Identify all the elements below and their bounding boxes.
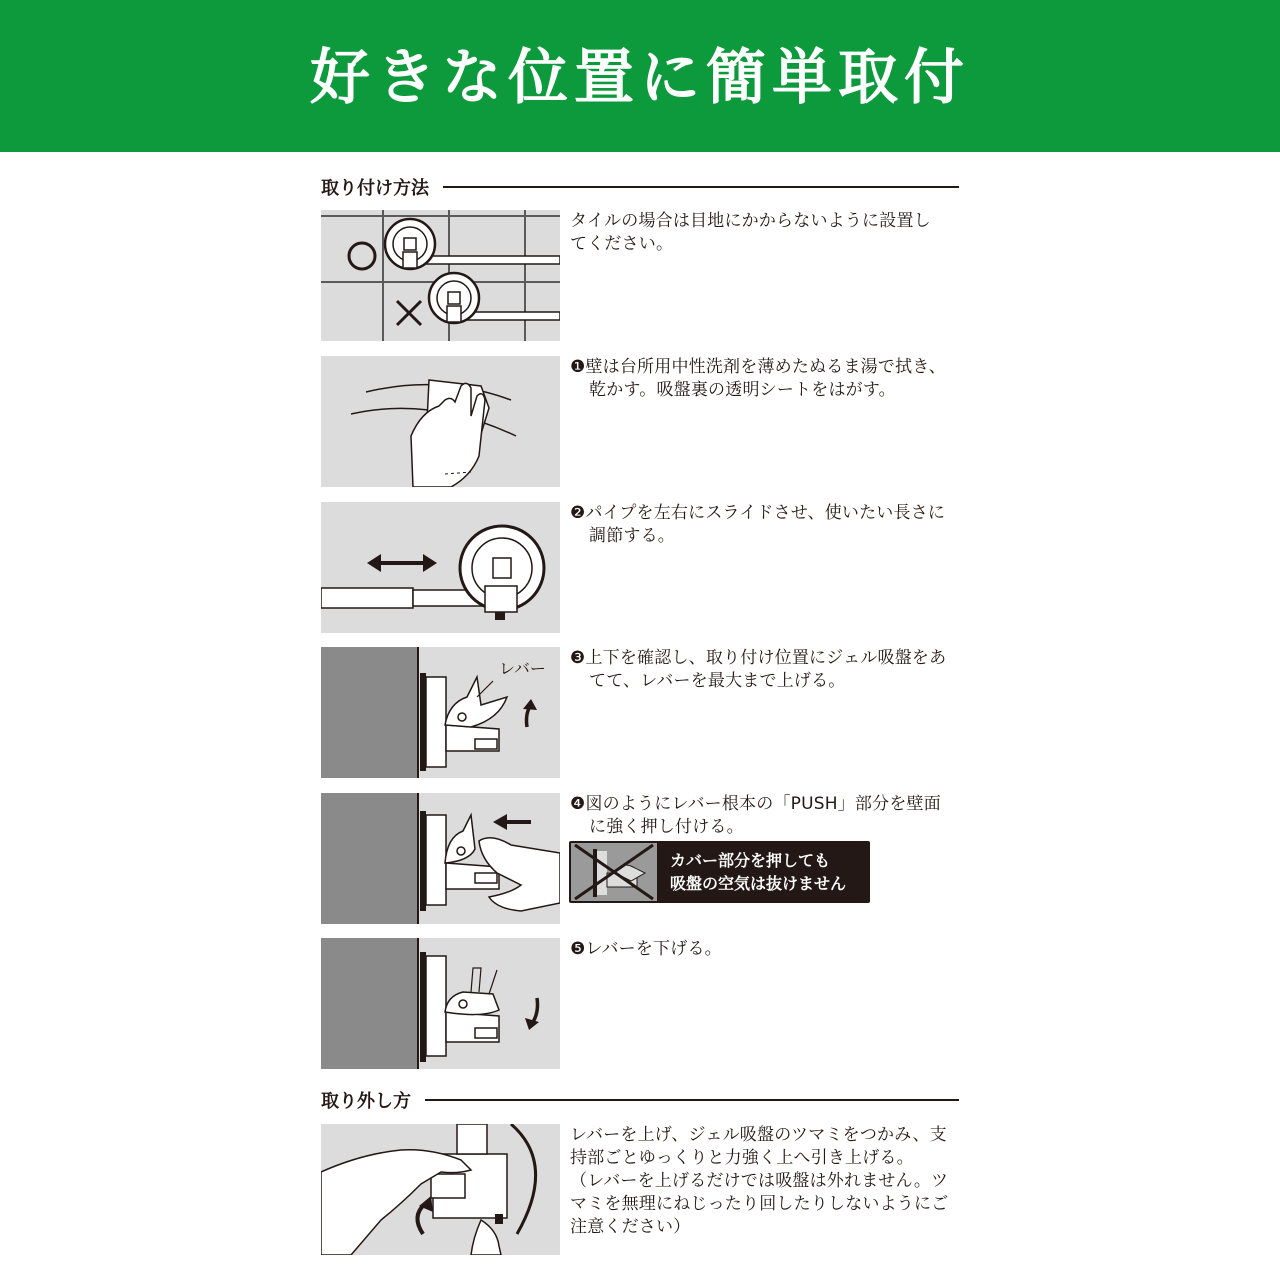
tile-placement-illustration <box>321 210 560 341</box>
step-2 <box>321 502 961 633</box>
step-4-text <box>570 793 962 839</box>
text-line: てください。 <box>570 234 674 254</box>
header-banner <box>0 0 1280 152</box>
text-line: マミを無理にねじったり回したりしないようにご <box>570 1194 949 1214</box>
step-3-text <box>570 647 962 693</box>
step-5-text <box>570 938 962 961</box>
warning-callout <box>569 841 870 903</box>
text-line: ❶壁は台所用中性洗剤を薄めたぬるま湯で拭き、 <box>570 357 946 377</box>
text-line: 注意ください） <box>570 1217 691 1237</box>
text-line: に強く押し付ける。 <box>589 817 744 837</box>
wipe-wall-illustration <box>321 356 560 487</box>
removal-section-heading <box>321 1087 959 1113</box>
push-lever-illustration <box>321 793 560 924</box>
text-line: ❷パイプを左右にスライドさせ、使いたい長さに <box>570 503 946 523</box>
text-line: ❹図のようにレバー根本の「PUSH」部分を壁面 <box>570 794 941 814</box>
step-tile-text <box>570 210 962 256</box>
removal-step <box>321 1124 961 1255</box>
warning-line-1: カバー部分を押しても <box>670 851 831 870</box>
removal-heading-label: 取り外し方 <box>321 1091 411 1112</box>
step-1 <box>321 356 961 487</box>
removal-illustration <box>321 1124 560 1255</box>
page-title: 好きな位置に簡単取付 <box>310 43 970 113</box>
step-tile-note <box>321 210 961 341</box>
text-line: タイルの場合は目地にかからないように設置し <box>570 211 931 231</box>
install-heading-label: 取り付け方法 <box>321 178 429 199</box>
lower-lever-illustration <box>321 938 560 1069</box>
slide-pipe-illustration <box>321 502 560 633</box>
warning-line-2: 吸盤の空気は抜けません <box>670 874 847 893</box>
raise-lever-illustration <box>321 647 560 778</box>
install-section-heading <box>321 174 959 200</box>
lever-label: レバー <box>499 659 546 678</box>
warning-text <box>670 849 846 895</box>
heading-divider <box>425 1099 959 1101</box>
text-line: てて、レバーを最大まで上げる。 <box>589 671 846 691</box>
text-line: レバーを上げ、ジェル吸盤のツマミをつかみ、支 <box>570 1125 947 1145</box>
text-line: （レバーを上げるだけでは吸盤は外れません。ツ <box>570 1171 949 1191</box>
step-4 <box>321 793 961 924</box>
heading-divider <box>443 186 959 188</box>
step-5 <box>321 938 961 1069</box>
text-line: 調節する。 <box>589 526 675 546</box>
step-3 <box>321 647 961 778</box>
removal-text <box>570 1124 962 1239</box>
step-2-text <box>570 502 962 548</box>
warning-thumbnail <box>571 843 657 901</box>
text-line: ❸上下を確認し、取り付け位置にジェル吸盤をあ <box>570 648 947 668</box>
step-1-text <box>570 356 962 402</box>
text-line: 乾かす。吸盤裏の透明シートをはがす。 <box>589 380 896 400</box>
text-line: ❺レバーを下げる。 <box>570 939 722 959</box>
text-line: 持部ごとゆっくりと力強く上へ引き上げる。 <box>570 1148 914 1168</box>
